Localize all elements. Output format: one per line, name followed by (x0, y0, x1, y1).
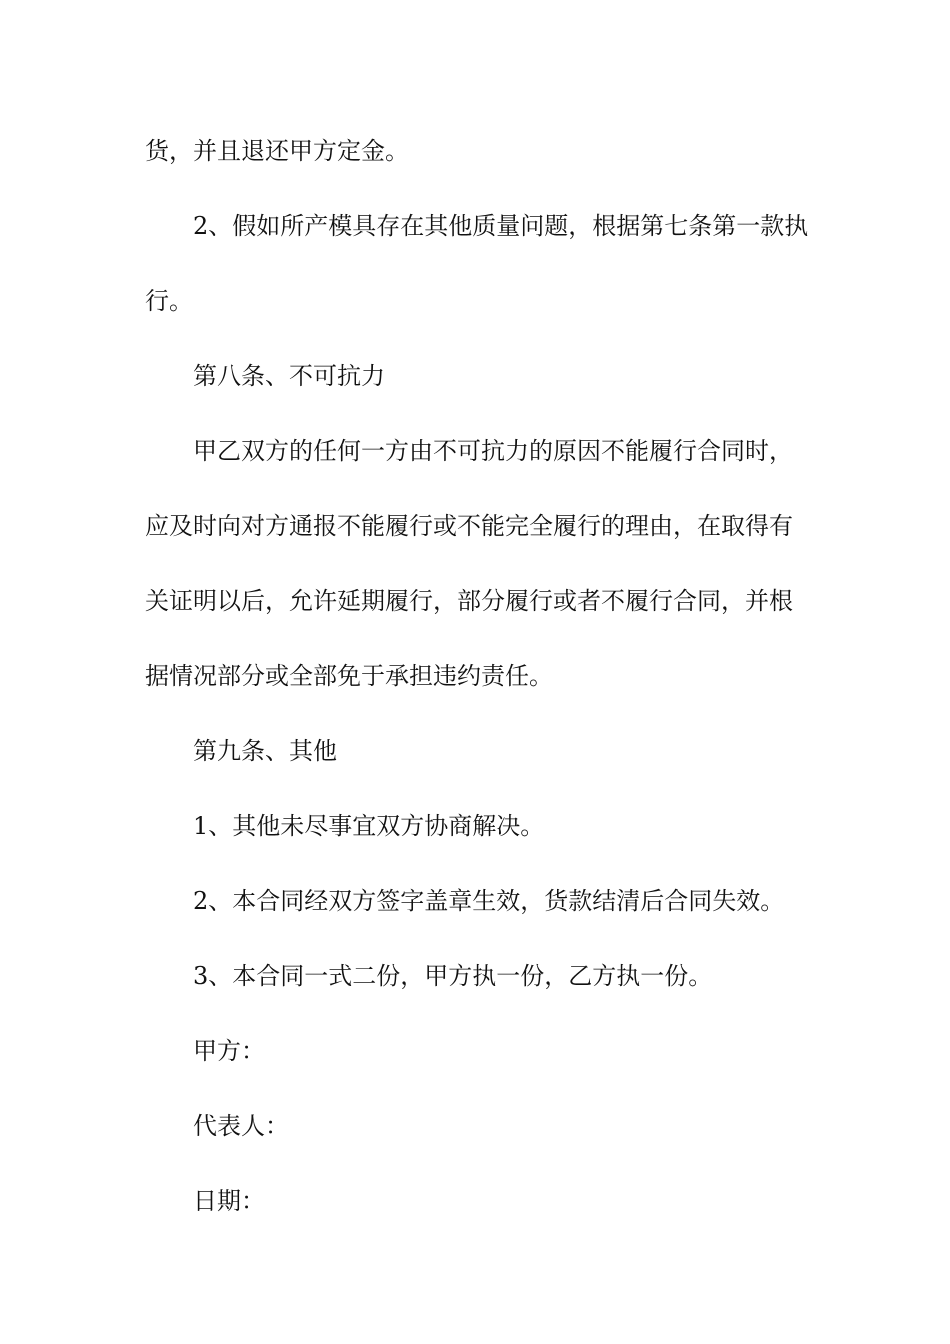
article-8-paragraph-line-2: 应及时向对方通报不能履行或不能完全履行的理由，在取得有 (145, 512, 793, 540)
date-label: 日期： (193, 1187, 265, 1215)
clause-item-2-line-2: 行。 (145, 287, 193, 315)
article-9-item-1: 1、其他未尽事宜双方协商解决。 (193, 812, 545, 840)
article-8-heading: 第八条、不可抗力 (193, 362, 385, 390)
article-9-item-2: 2、本合同经双方签字盖章生效，货款结清后合同失效。 (193, 887, 785, 915)
clause-item-2-line-1: 2、假如所产模具存在其他质量问题，根据第七条第一款执 (193, 212, 809, 240)
representative-label: 代表人： (193, 1112, 289, 1140)
article-9-heading: 第九条、其他 (193, 737, 337, 765)
article-8-paragraph-line-3: 关证明以后，允许延期履行，部分履行或者不履行合同，并根 (145, 587, 793, 615)
article-8-paragraph-line-4: 据情况部分或全部免于承担违约责任。 (145, 662, 553, 690)
article-9-item-3: 3、本合同一式二份，甲方执一份，乙方执一份。 (193, 962, 713, 990)
party-a-label: 甲方： (193, 1037, 265, 1065)
paragraph-continuation-line: 货，并且退还甲方定金。 (145, 137, 409, 165)
article-8-paragraph-line-1: 甲乙双方的任何一方由不可抗力的原因不能履行合同时， (193, 437, 793, 465)
